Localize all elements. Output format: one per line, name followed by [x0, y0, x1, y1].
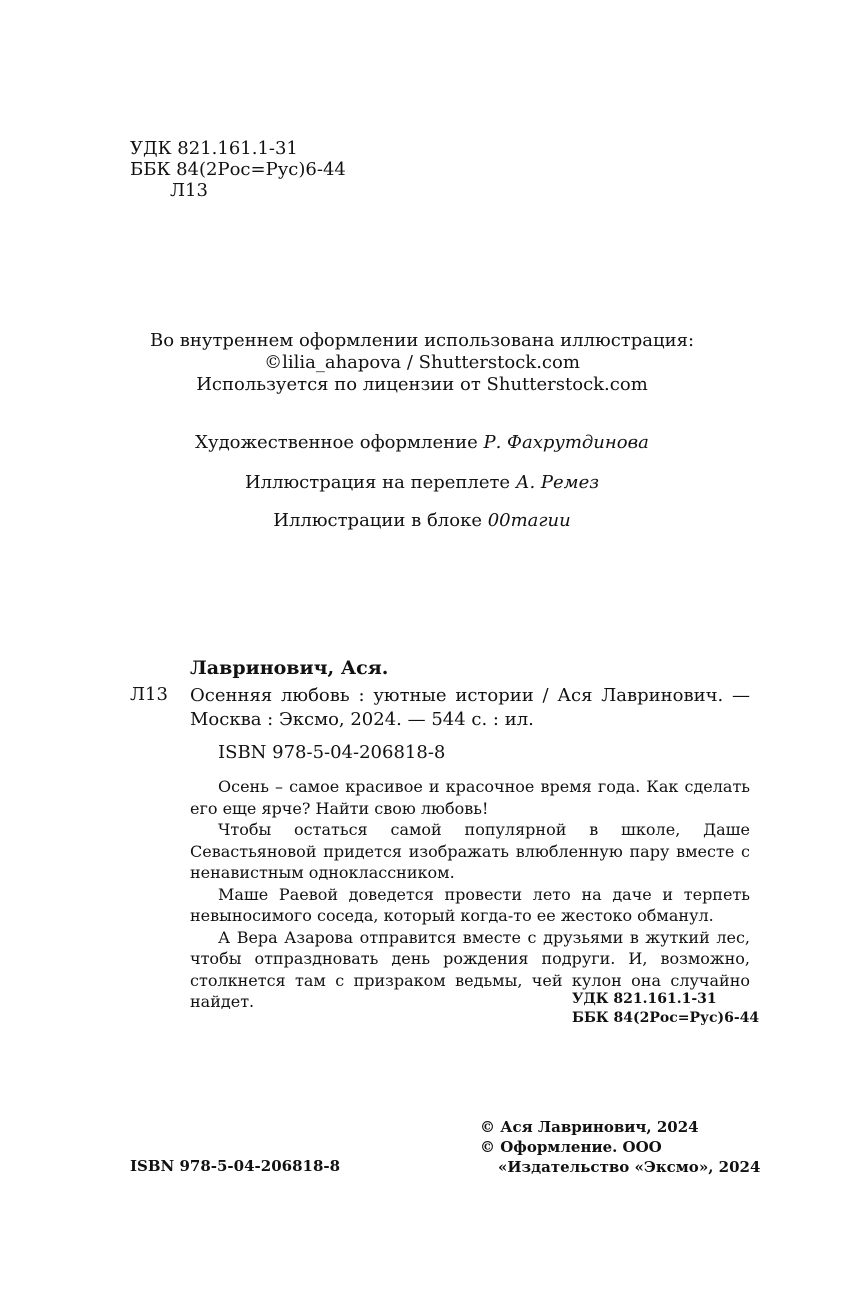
bibliography-code: Л13 [130, 684, 168, 705]
illustration-credit-line-1: Во внутреннем оформлении использована иллюстрация: [149, 330, 695, 351]
cover-illustration-credit [0, 472, 844, 494]
cover-illustration-name: А. Ремез [515, 472, 600, 493]
bibliography-description: Осенняя любовь : уютные истории / Ася Лавринович. — Москва : Эксмо, 2024. — 544 с. : ил. [190, 685, 750, 730]
illustration-credit-line-3: Используется по лицензии от Shutterstock.com [196, 374, 648, 395]
bibliography-author: Лавринович, Ася. [190, 657, 389, 679]
copyright-publisher: «Издательство «Эксмо», 2024 [498, 1158, 761, 1176]
annotation-paragraph: Осень – самое красивое и красочное время года. Как сделать его еще ярче? Найти свою любовь! [190, 777, 750, 818]
annotation-codes [572, 990, 759, 1028]
udk-code: УДК 821.161.1-31 [130, 138, 298, 159]
isbn-footer: ISBN 978-5-04-206818-8 [130, 1157, 341, 1175]
block-illustration-label: Иллюстрации в блоке [273, 510, 488, 531]
annotation-paragraph: А Вера Азарова отправится вместе с друзьями в жуткий лес, чтобы отпраздновать день рождения подруги. И, возможно, столкнется там с призраком ведьмы, чей кулон она случайно найдет. [190, 927, 750, 1011]
cover-illustration-label: Иллюстрация на переплете [244, 472, 516, 493]
art-design-credit [0, 432, 844, 454]
annotation [190, 776, 750, 1013]
copyright-block [480, 1117, 760, 1177]
publication-codes [130, 138, 346, 201]
annotation-bbk: ББК 84(2Рос=Рус)6-44 [572, 1010, 760, 1026]
art-design-name: Р. Фахрутдинова [483, 432, 649, 453]
art-design-label: Художественное оформление [195, 432, 484, 453]
bibliography-isbn: ISBN 978-5-04-206818-8 [218, 742, 446, 763]
author-mark: Л13 [170, 180, 208, 201]
bbk-code: ББК 84(2Рос=Рус)6-44 [130, 159, 346, 180]
block-illustration-credit [0, 510, 844, 532]
copyright-author: © Ася Лавринович, 2024 [480, 1118, 699, 1136]
copyright-design: © Оформление. ООО [480, 1138, 662, 1156]
illustration-credits [0, 330, 844, 396]
annotation-udk: УДК 821.161.1-31 [572, 991, 717, 1007]
annotation-paragraph: Маше Раевой доведется провести лето на даче и терпеть невыносимого соседа, который когда-то ее жестоко обманул. [190, 884, 750, 925]
annotation-paragraph: Чтобы остаться самой популярной в школе, Даше Севастьяновой придется изображать влюбленную пару вместе с ненавистным одноклассником. [190, 820, 750, 882]
illustration-credit-line-2: ©lilia_ahapova / Shutterstock.com [264, 352, 580, 373]
block-illustration-name: 00тагии [487, 510, 571, 531]
